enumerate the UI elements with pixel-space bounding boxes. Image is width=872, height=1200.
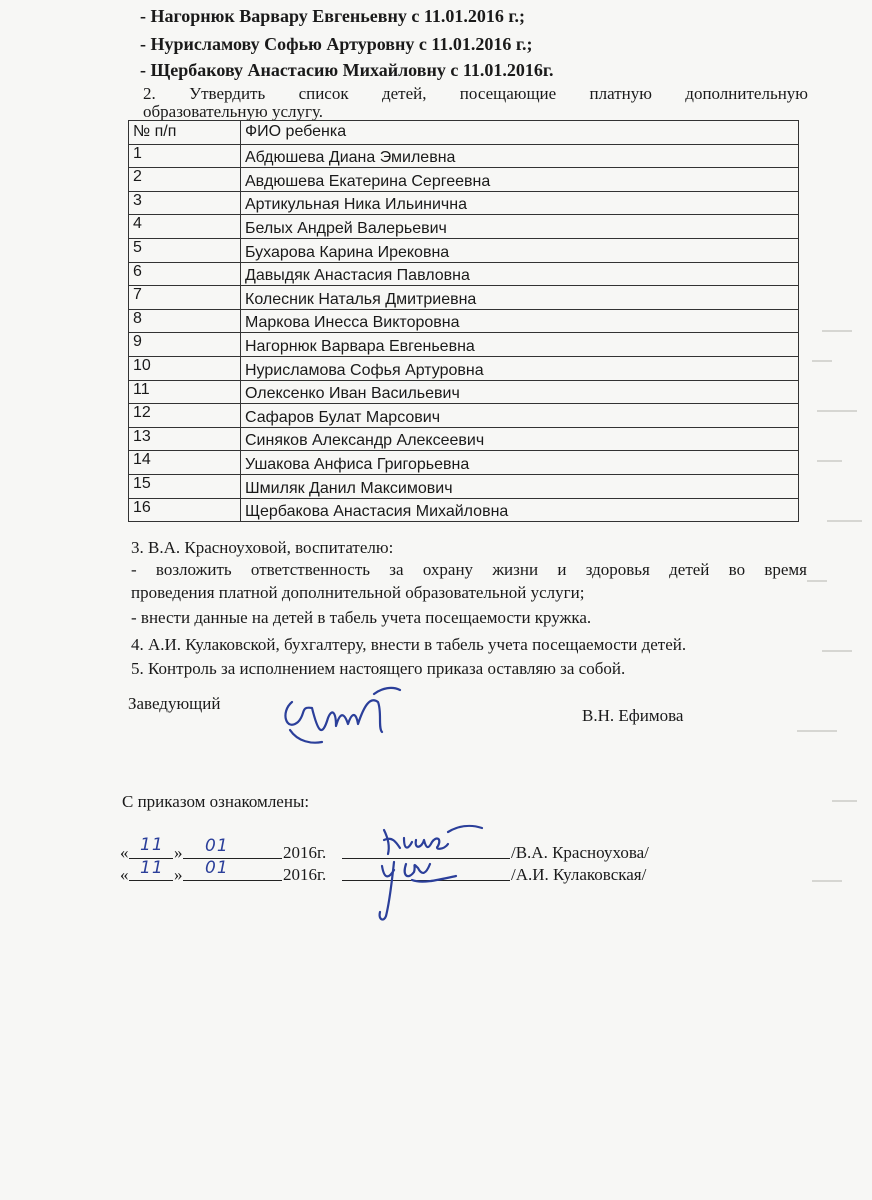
row-number: 13 <box>129 427 241 451</box>
table-row <box>129 498 799 522</box>
child-name: Щербакова Анастасия Михайловна <box>241 498 799 522</box>
child-name: Нагорнюк Варвара Евгеньевна <box>241 333 799 357</box>
ack-row1-close-quote: » <box>174 843 183 862</box>
ack-row2-signature <box>372 850 462 930</box>
ack-row1-month-line <box>183 858 282 859</box>
ack-row1-day: 11 <box>140 835 164 855</box>
ack-row1-open-quote: « <box>120 843 129 862</box>
row-number: 14 <box>129 451 241 475</box>
ack-row1-name: /В.А. Красноухова/ <box>511 843 649 862</box>
header-number: № п/п <box>129 121 241 145</box>
header-line-2: - Нурисламову Софью Артуровну с 11.01.2016 г.; <box>140 34 533 54</box>
row-number: 6 <box>129 262 241 286</box>
header-line-3: - Щербакову Анастасию Михайловну с 11.01.2016г. <box>140 60 554 80</box>
ack-row2-open-quote: « <box>120 865 129 884</box>
item3-line1: - возложить ответственность за охрану жизни и здоровья детей во время <box>131 560 807 579</box>
row-number: 15 <box>129 474 241 498</box>
child-name: Колесник Наталья Дмитриевна <box>241 286 799 310</box>
table-row <box>129 451 799 475</box>
table-body <box>129 144 799 522</box>
ack-row2-name: /А.И. Кулаковская/ <box>511 865 647 884</box>
item3-title: 3. В.А. Красноуховой, воспитателю: <box>131 538 394 557</box>
head-name: В.Н. Ефимова <box>582 706 684 725</box>
table-row <box>129 168 799 192</box>
child-name: Авдюшева Екатерина Сергеевна <box>241 168 799 192</box>
row-number: 12 <box>129 404 241 428</box>
row-number: 4 <box>129 215 241 239</box>
row-number: 10 <box>129 356 241 380</box>
item4: 4. А.И. Кулаковской, бухгалтеру, внести в табель учета посещаемости детей. <box>131 635 687 654</box>
child-name: Бухарова Карина Ирековна <box>241 238 799 262</box>
child-name: Ушакова Анфиса Григорьевна <box>241 451 799 475</box>
ack-row2-month: 01 <box>205 858 229 878</box>
table-row <box>129 191 799 215</box>
child-name: Шмиляк Данил Максимович <box>241 474 799 498</box>
position-label: Заведующий <box>128 694 221 713</box>
item2-line1: 2. Утвердить список детей, посещающие платную дополнительную <box>143 84 808 103</box>
ack-row2-day-line <box>129 880 173 881</box>
row-number: 1 <box>129 144 241 168</box>
table-row <box>129 404 799 428</box>
ack-row1-month: 01 <box>205 836 229 856</box>
ack-row2-year: 2016г. <box>283 865 327 884</box>
table-row <box>129 286 799 310</box>
acquainted-title: С приказом ознакомлены: <box>122 792 310 811</box>
table-row <box>129 215 799 239</box>
header-name: ФИО ребенка <box>241 121 799 145</box>
row-number: 8 <box>129 309 241 333</box>
header-line-1: - Нагорнюк Варвару Евгеньевну с 11.01.2016 г.; <box>140 6 525 26</box>
children-table <box>128 120 799 522</box>
row-number: 5 <box>129 238 241 262</box>
table-row <box>129 238 799 262</box>
item5: 5. Контроль за исполнением настоящего приказа оставляю за собой. <box>131 659 626 678</box>
row-number: 16 <box>129 498 241 522</box>
table-row <box>129 309 799 333</box>
item3-line2: проведения платной дополнительной образовательной услуги; <box>131 583 585 602</box>
scan-edge-marks <box>752 320 872 920</box>
child-name: Маркова Инесса Викторовна <box>241 309 799 333</box>
table-row <box>129 474 799 498</box>
ack-row2-month-line <box>183 880 282 881</box>
child-name: Сафаров Булат Марсович <box>241 404 799 428</box>
item3-line3: - внести данные на детей в табель учета посещаемости кружка. <box>131 608 592 627</box>
table-header-row <box>129 121 799 145</box>
table-row <box>129 427 799 451</box>
ack-row2-day: 11 <box>140 858 164 878</box>
row-number: 11 <box>129 380 241 404</box>
child-name: Нурисламова Софья Артуровна <box>241 356 799 380</box>
row-number: 9 <box>129 333 241 357</box>
table-row <box>129 333 799 357</box>
table-row <box>129 144 799 168</box>
child-name: Артикульная Ника Ильинична <box>241 191 799 215</box>
table-row <box>129 380 799 404</box>
item2-line2: образовательную услугу. <box>143 102 324 121</box>
child-name: Абдюшева Диана Эмилевна <box>241 144 799 168</box>
row-number: 7 <box>129 286 241 310</box>
head-signature <box>278 672 408 752</box>
row-number: 3 <box>129 191 241 215</box>
row-number: 2 <box>129 168 241 192</box>
child-name: Давыдяк Анастасия Павловна <box>241 262 799 286</box>
ack-row2-close-quote: » <box>174 865 183 884</box>
child-name: Белых Андрей Валерьевич <box>241 215 799 239</box>
table-row <box>129 262 799 286</box>
child-name: Синяков Александр Алексеевич <box>241 427 799 451</box>
ack-row1-year: 2016г. <box>283 843 327 862</box>
child-name: Олексенко Иван Васильевич <box>241 380 799 404</box>
table-row <box>129 356 799 380</box>
